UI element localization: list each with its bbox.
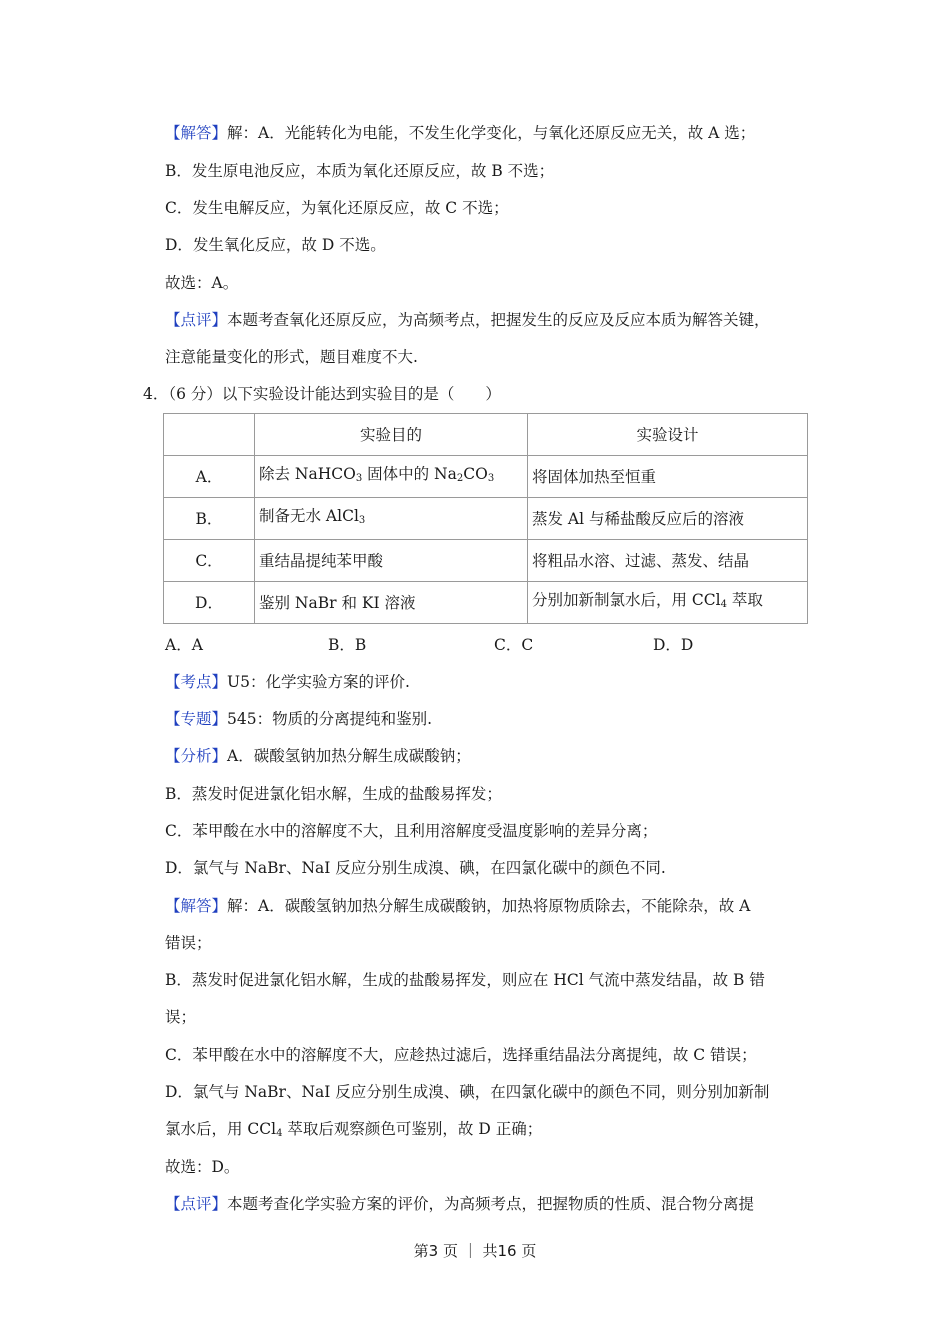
answer-line-5: C．苯甲酸在水中的溶解度不大，应趁热过滤后，选择重结晶法分离提纯，故 C 错误； — [165, 1046, 757, 1064]
kaodian-line: 【考点】U5：化学实验方案的评价. — [165, 673, 410, 691]
table-row — [164, 582, 808, 624]
table-header-purpose: 实验目的 — [255, 414, 528, 456]
row-purpose: 制备无水 AlCl$_3$ — [255, 498, 528, 540]
zhuanti-line: 【专题】545：物质的分离提纯和鉴别. — [165, 710, 433, 728]
analysis-line-3: C．苯甲酸在水中的溶解度不大，且利用溶解度受温度影响的差异分离； — [165, 822, 658, 840]
comment-tag: 【点评】 — [165, 311, 228, 329]
answer-line-3: B．蒸发时促进氯化铝水解，生成的盐酸易挥发，则应在 HCl 气流中蒸发结晶，故 B 错 — [165, 971, 765, 989]
table-row — [164, 540, 808, 582]
row-label: A． — [164, 456, 255, 498]
analysis-tag: 【分析】 — [165, 747, 228, 765]
answer-line-4: 误； — [165, 1008, 197, 1026]
answer-line-6: D．氯气与 NaBr、NaI 反应分别生成溴、碘，在四氯化碳中的颜色不同，则分别加新制 — [165, 1083, 770, 1101]
option-a: A．A — [165, 636, 203, 654]
answer-tag: 【解答】 — [165, 897, 228, 915]
row-design: 将固体加热至恒重 — [528, 456, 808, 498]
experiment-table — [163, 413, 808, 624]
prev-answer-line-3: C．发生电解反应，为氧化还原反应，故 C 不选； — [165, 199, 509, 217]
answer-tag: 【解答】 — [165, 124, 228, 142]
table-row — [164, 456, 808, 498]
row-design: 蒸发 Al 与稀盐酸反应后的溶液 — [528, 498, 808, 540]
table-header-empty — [164, 414, 255, 456]
row-design: 分别加新制氯水后，用 CCl$_4$ 萃取 — [528, 582, 808, 624]
zhuanti-tag: 【专题】 — [165, 710, 228, 728]
answer-line-1: 【解答】解：A．碳酸氢钠加热分解生成碳酸钠，加热将原物质除去，不能除杂，故 A — [165, 897, 751, 915]
page-footer: 第3 页 ｜ 共16 页 — [413, 1242, 537, 1260]
prev-answer-line-1: 【解答】解：A．光能转化为电能，不发生化学变化，与氧化还原反应无关，故 A 选； — [165, 124, 756, 142]
row-label: B． — [164, 498, 255, 540]
prev-answer-choice: 故选：A。 — [165, 274, 239, 292]
table-row — [164, 498, 808, 540]
analysis-line-4: D．氯气与 NaBr、NaI 反应分别生成溴、碘，在四氯化碳中的颜色不同. — [165, 859, 666, 877]
answer-line-7: 氯水后，用 CCl$_4$ 萃取后观察颜色可鉴别，故 D 正确； — [165, 1120, 543, 1139]
comment-line-1: 【点评】本题考查化学实验方案的评价，为高频考点，把握物质的性质、混合物分离提 — [165, 1195, 755, 1213]
question-4-stem: 4．（6 分）以下实验设计能达到实验目的是（ ） — [143, 385, 501, 403]
row-purpose: 重结晶提纯苯甲酸 — [255, 540, 528, 582]
prev-comment-line-2: 注意能量变化的形式，题目难度不大. — [165, 348, 418, 366]
row-design: 将粗品水溶、过滤、蒸发、结晶 — [528, 540, 808, 582]
prev-answer-line-2: B．发生原电池反应，本质为氧化还原反应，故 B 不选； — [165, 162, 555, 180]
answer-line-2: 错误； — [165, 934, 212, 952]
prev-answer-line-4: D．发生氧化反应，故 D 不选。 — [165, 236, 386, 254]
option-b: B．B — [328, 636, 367, 654]
kaodian-tag: 【考点】 — [165, 673, 228, 691]
option-d: D．D — [653, 636, 694, 654]
row-purpose: 鉴别 NaBr 和 KI 溶液 — [255, 582, 528, 624]
prev-comment-line-1: 【点评】本题考查氧化还原反应，为高频考点，把握发生的反应及反应本质为解答关键， — [165, 311, 770, 329]
row-purpose: 除去 NaHCO$_3$ 固体中的 $Na_2CO_3$ — [255, 456, 528, 498]
option-c: C．C — [494, 636, 534, 654]
row-label: D． — [164, 582, 255, 624]
table-header-row — [164, 414, 808, 456]
analysis-line-1: 【分析】A．碳酸氢钠加热分解生成碳酸钠； — [165, 747, 471, 765]
row-label: C． — [164, 540, 255, 582]
answer-choice: 故选：D。 — [165, 1158, 240, 1176]
analysis-line-2: B．蒸发时促进氯化铝水解，生成的盐酸易挥发； — [165, 785, 502, 803]
comment-tag: 【点评】 — [165, 1195, 228, 1213]
table-header-design: 实验设计 — [528, 414, 808, 456]
